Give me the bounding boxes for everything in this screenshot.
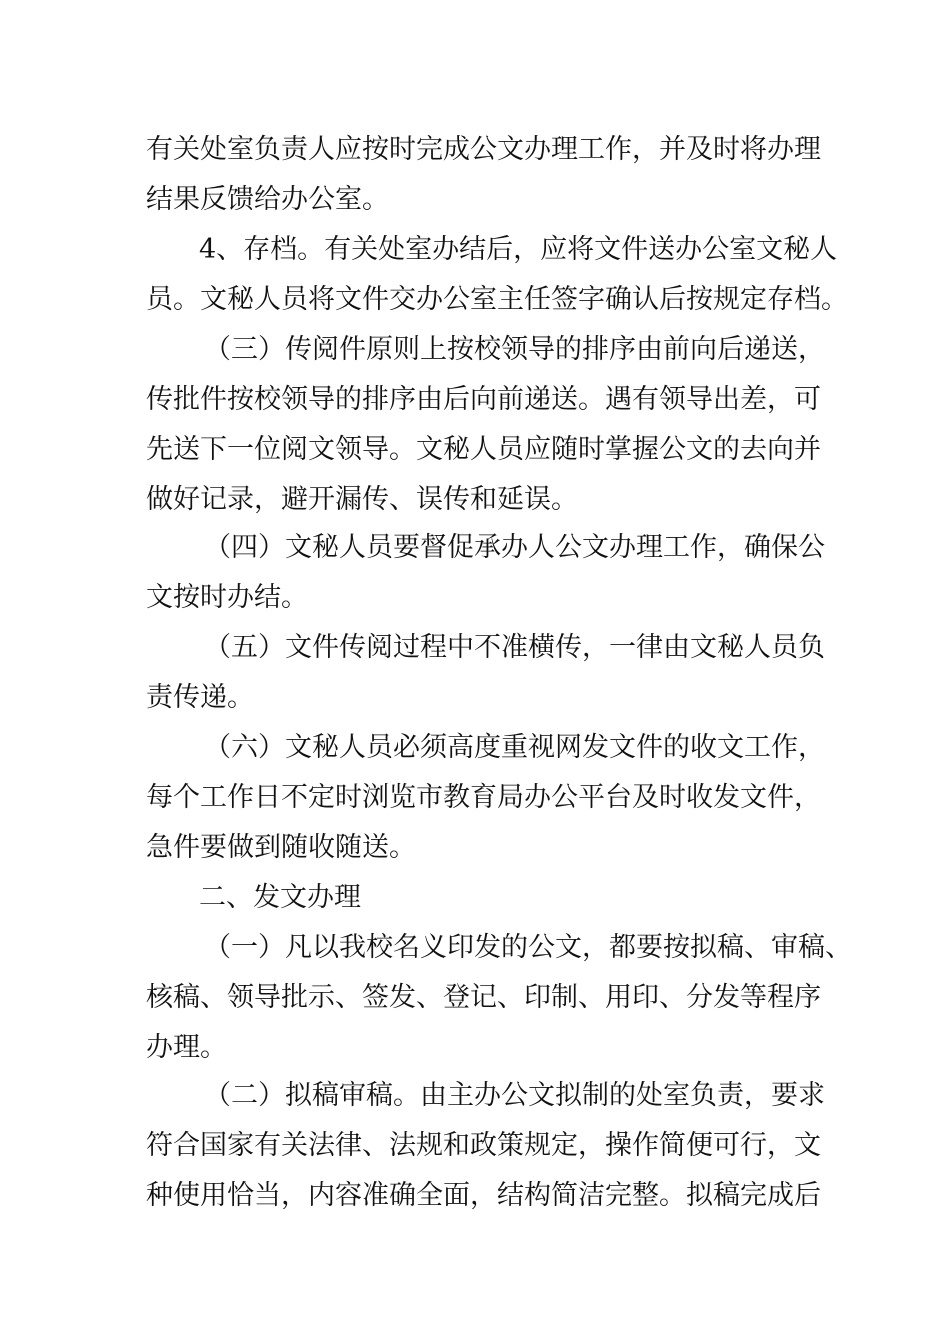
- text-line: 员。文秘人员将文件交办公室主任签字确认后按规定存档。: [146, 284, 848, 315]
- text-line: 结果反馈给办公室。: [146, 184, 389, 215]
- text-line: 符合国家有关法律、法规和政策规定，操作简便可行，文: [146, 1130, 821, 1161]
- text-line: （一）凡以我校名义印发的公文，都要按拟稿、审稿、: [204, 932, 852, 963]
- text-line: 种使用恰当，内容准确全面，结构简洁完整。拟稿完成后: [146, 1180, 821, 1211]
- text-line: （三）传阅件原则上按校领导的排序由前向后递送，: [204, 334, 825, 365]
- text-line: 有关处室负责人应按时完成公文办理工作，并及时将办理: [146, 134, 821, 165]
- text-line: 核稿、领导批示、签发、登记、印制、用印、分发等程序: [146, 982, 821, 1013]
- text-line: 急件要做到随收随送。: [146, 832, 416, 863]
- text-line: 4、存档。有关处室办结后，应将文件送办公室文秘人: [199, 234, 838, 265]
- text-line: 做好记录，避开漏传、误传和延误。: [146, 484, 578, 515]
- text-line: 文按时办结。: [146, 582, 308, 613]
- text-line: （二）拟稿审稿。由主办公文拟制的处室负责，要求: [204, 1080, 825, 1111]
- text-line: （五）文件传阅过程中不准横传，一律由文秘人员负: [204, 632, 825, 663]
- text-line: 责传递。: [146, 682, 254, 713]
- text-line: （四）文秘人员要督促承办人公文办理工作，确保公: [204, 532, 825, 563]
- section-heading: 二、发文办理: [199, 882, 361, 913]
- text-line: （六）文秘人员必须高度重视网发文件的收文工作，: [204, 732, 825, 763]
- text-line: 先送下一位阅文领导。文秘人员应随时掌握公文的去向并: [146, 434, 821, 465]
- text-line: 传批件按校领导的排序由后向前递送。遇有领导出差，可: [146, 384, 821, 415]
- text-line: 办理。: [146, 1032, 227, 1063]
- text-line: 每个工作日不定时浏览市教育局办公平台及时收发文件，: [146, 782, 821, 813]
